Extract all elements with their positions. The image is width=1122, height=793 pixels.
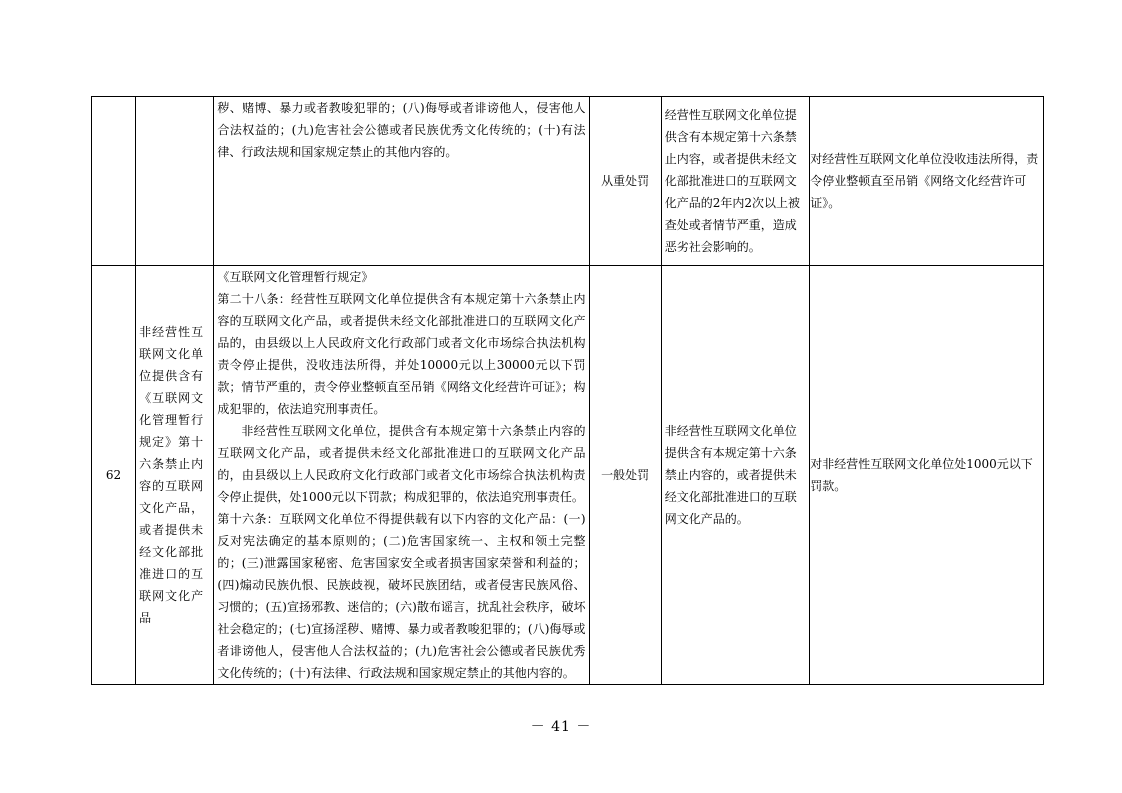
penalty-table bbox=[91, 96, 1044, 685]
standard-cell: 对经营性互联网文化单位没收违法所得，责令停业整顿直至吊销《网络文化经营许可证》。 bbox=[810, 97, 1044, 266]
condition-cell: 非经营性互联网文化单位提供含有本规定第十六条禁止内容的，或者提供未经文化部批准进口的互联网文化产品的。 bbox=[661, 266, 809, 685]
item-cell bbox=[136, 97, 214, 266]
penalty-type-cell: 一般处罚 bbox=[589, 266, 661, 685]
row-number-cell bbox=[92, 97, 136, 266]
legal-basis-art28-nonprofit: 非经营性互联网文化单位，提供含有本规定第十六条禁止内容的互联网文化产品，或者提供未经文化部批准进口的互联网文化产品的，由县级以上人民政府文化行政部门或者文化市场综合执法机构责令停止提供，处1000元以下罚款；构成犯罪的，依法追究刑事责任。 bbox=[217, 424, 586, 504]
item-cell bbox=[136, 266, 214, 685]
legal-basis-text: 秽、赌博、暴力或者教唆犯罪的；(八)侮辱或者诽谤他人，侵害他人合法权益的；(九)危害社会公德或者民族优秀文化传统的；(十)有法律、行政法规和国家规定禁止的其他内容的。 bbox=[217, 101, 586, 159]
legal-basis-cell bbox=[214, 97, 589, 266]
table-row bbox=[92, 97, 1044, 266]
legal-basis-title: 《互联网文化管理暂行规定》 bbox=[217, 270, 374, 284]
row-number-cell: 62 bbox=[92, 266, 136, 685]
table-row bbox=[92, 266, 1044, 685]
item-text: 非经营性互联网文化单位提供含有《互联网文化管理暂行规定》第十六条禁止内容的互联网文化产品，或者提供未经文化部批准进口的互联网文化产品 bbox=[139, 325, 205, 625]
penalty-type-cell: 从重处罚 bbox=[589, 97, 661, 266]
page-number: － 41 － bbox=[530, 719, 592, 735]
condition-cell: 经营性互联网文化单位提供含有本规定第十六条禁止内容，或者提供未经文化部批准进口的互联网文化产品的2年内2次以上被查处或者情节严重，造成恶劣社会影响的。 bbox=[661, 97, 809, 266]
legal-basis-art16: 第十六条：互联网文化单位不得提供载有以下内容的文化产品：(一)反对宪法确定的基本原则的；(二)危害国家统一、主权和领土完整的；(三)泄露国家秘密、危害国家安全或者损害国家荣誉和利益的；(四)煽动民族仇恨、民族歧视，破坏民族团结，或者侵害民族风俗、习惯的；(五)宣扬邪教、迷信的；(六)散布谣言，扰乱社会秩序，破坏社会稳定的；(七)宣扬淫秽、赌博、暴力或者教唆犯罪的；(八)侮辱或者诽谤他人，侵害他人合法权益的；(九)危害社会公德或者民族优秀文化传统的；(十)有法律、行政法规和国家规定禁止的其他内容的。 bbox=[217, 512, 586, 680]
standard-cell: 对非经营性互联网文化单位处1000元以下罚款。 bbox=[810, 266, 1044, 685]
legal-basis-cell bbox=[214, 266, 589, 685]
legal-basis-art28: 第二十八条：经营性互联网文化单位提供含有本规定第十六条禁止内容的互联网文化产品，或者提供未经文化部批准进口的互联网文化产品的，由县级以上人民政府文化行政部门或者文化市场综合执法机构责令停止提供，没收违法所得，并处10000元以上30000元以下罚款；情节严重的，责令停业整顿直至吊销《网络文化经营许可证》；构成犯罪的，依法追究刑事责任。 bbox=[217, 292, 586, 416]
